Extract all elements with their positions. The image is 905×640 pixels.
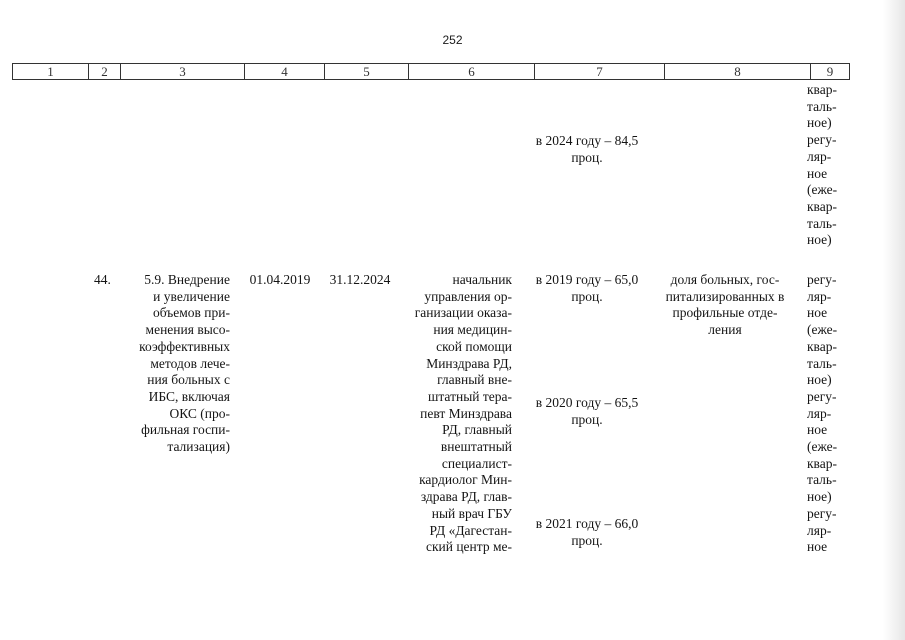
row-target-2020-line2: проц. xyxy=(571,412,603,427)
header-col-2: 2 xyxy=(88,63,120,80)
row-periodicity: регу- ляр- ное (еже- квар- таль- ное) регу- ляр- ное (еже- квар- таль- ное) регу- ляр- ное xyxy=(807,272,838,555)
header-col-8: 8 xyxy=(664,63,810,80)
header-col-3: 3 xyxy=(120,63,244,80)
table-header-row xyxy=(12,63,850,80)
continued-periodicity: квар- таль- ное) регу- ляр- ное (еже- квар- таль- ное) xyxy=(807,82,838,248)
row-target-2020-line1: в 2020 году – 65,5 xyxy=(535,395,639,410)
row-target-2019-line2: проц. xyxy=(571,289,603,304)
row-target-2021-line1: в 2021 году – 66,0 xyxy=(535,516,639,531)
row-number: 44. xyxy=(94,272,111,287)
continued-target-2024-line2: проц. xyxy=(571,150,603,165)
header-col-1: 1 xyxy=(12,63,88,80)
row-target-2021-line2: проц. xyxy=(571,533,603,548)
header-col-4: 4 xyxy=(244,63,324,80)
row-end-date: 31.12.2024 xyxy=(329,272,391,287)
scan-shadow-edge xyxy=(883,0,905,640)
row-indicator: доля больных, гос- питализированных в профильные отде- ления xyxy=(665,272,785,338)
page-number: 252 xyxy=(442,33,463,47)
row-start-date: 01.04.2019 xyxy=(249,272,311,287)
header-col-7: 7 xyxy=(534,63,664,80)
header-col-5: 5 xyxy=(324,63,408,80)
row-target-2019-line1: в 2019 году – 65,0 xyxy=(535,272,639,287)
header-col-6: 6 xyxy=(408,63,534,80)
continued-target-2024-line1: в 2024 году – 84,5 xyxy=(535,133,639,148)
header-col-9: 9 xyxy=(810,63,850,80)
row-responsible: начальник управления ор- ганизации оказа- ния медицин- ской помощи Минздрава РД, главный вне- штатный тера- певт Минздрава РД, главный внештатный специалист- кардиолог Мин- здрава РД, глав- ный врач ГБУ РД «Дагестан- ский центр ме- xyxy=(414,272,512,555)
row-activity-name: 5.9. Внедрение и увеличение объемов при- менения высо- коэффективных методов лече- ния больных с ИБС, включая ОКС (про- фильная госпи- тализация) xyxy=(139,272,230,455)
